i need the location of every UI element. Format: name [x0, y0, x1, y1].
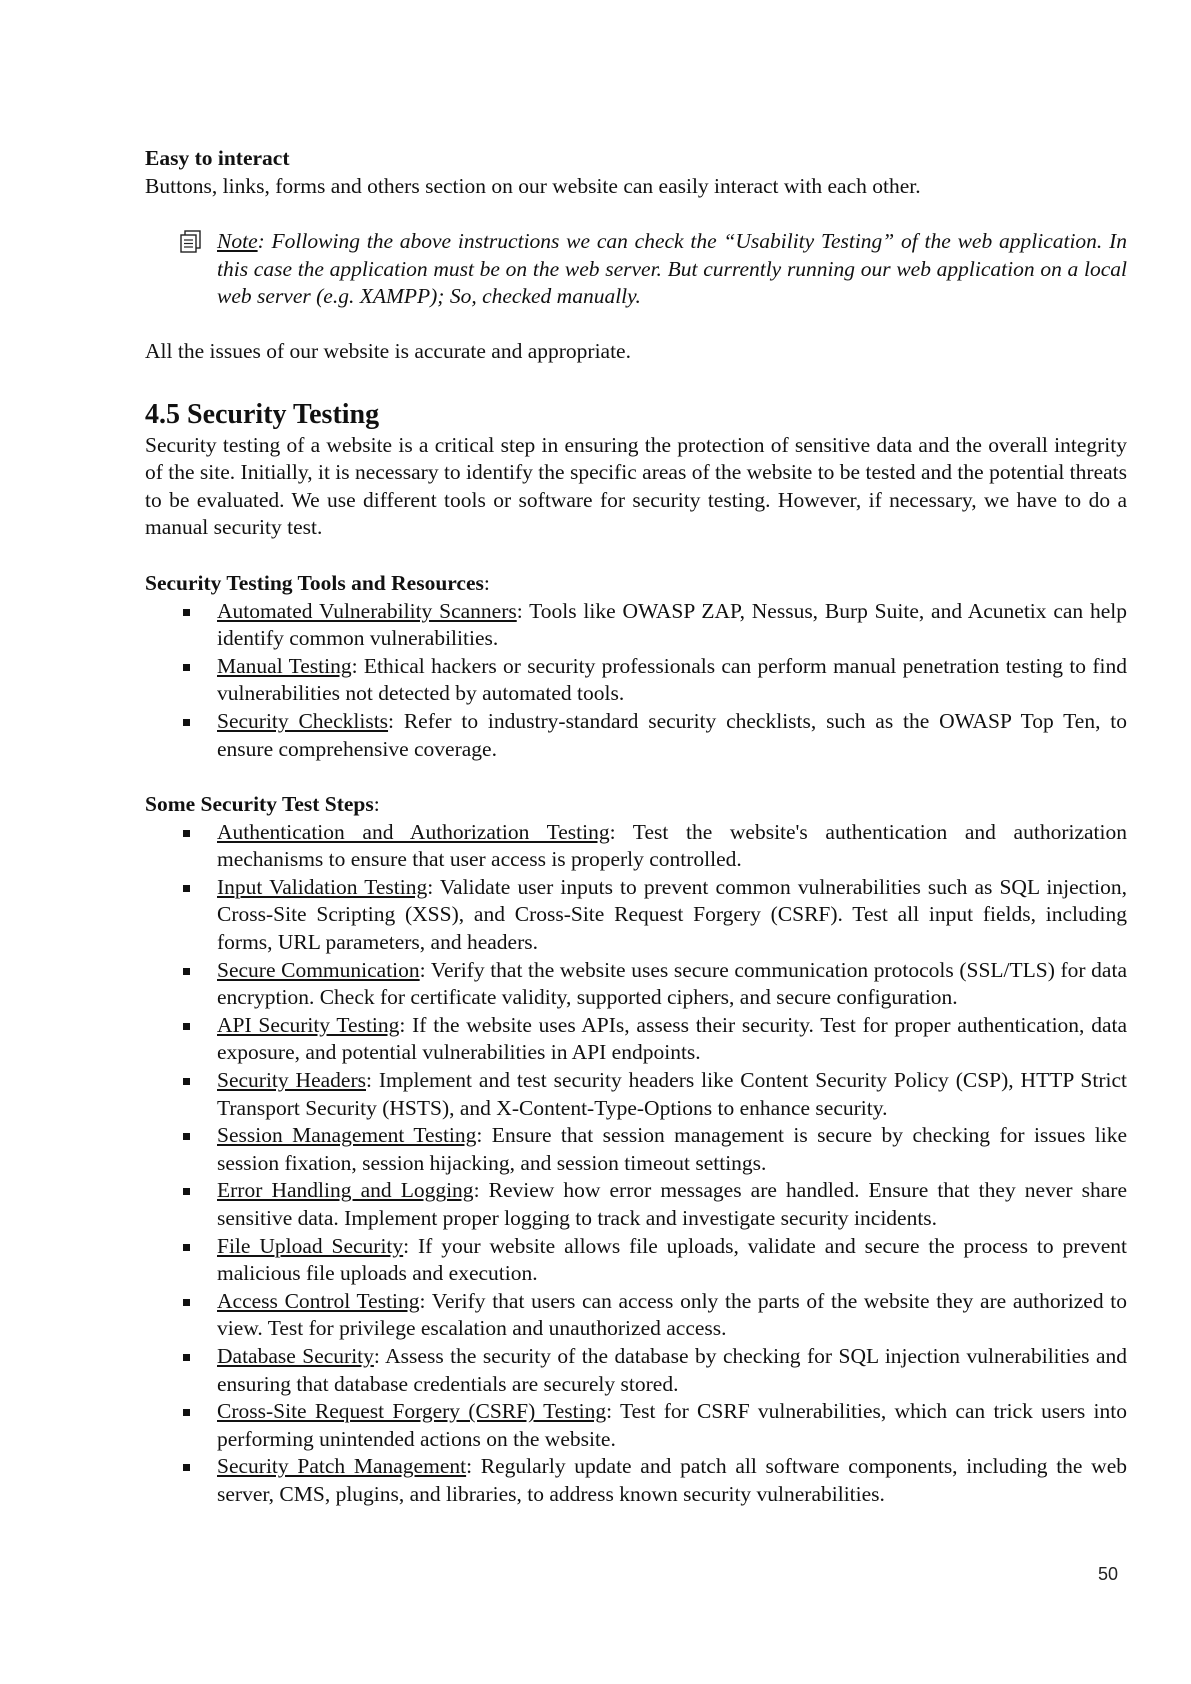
list-item-text: : Test for CSRF vulnerabilities, which can trick users into performing unintended actions on the website.	[217, 1399, 1128, 1451]
list-item-text: : Assess the security of the database by checking for SQL injection vulnerabilities and ensuring that database credentials are securely stored.	[217, 1343, 1128, 1396]
list-item-term: Database Security	[217, 1343, 374, 1368]
list-item-term: Cross-Site Request Forgery (CSRF) Testing	[217, 1399, 607, 1424]
steps-heading-line	[145, 791, 1127, 819]
list-item-term: Automated Vulnerability Scanners	[217, 598, 517, 623]
list-item	[145, 1453, 1127, 1508]
list-item-text: : Refer to industry-standard security checklists, such as the OWASP Top Ten, to ensure comprehensive coverage.	[217, 708, 1127, 761]
list-item-term: Manual Testing	[217, 653, 352, 678]
bullet-marker	[183, 968, 190, 975]
easy-interact-text: Buttons, links, forms and others section on our website can easily interact with each other.	[145, 173, 921, 198]
bullet-marker	[183, 1464, 190, 1471]
list-item	[145, 1177, 1127, 1232]
list-item	[145, 1398, 1127, 1453]
bullet-marker	[183, 664, 190, 671]
issues-text: All the issues of our website is accurate and appropriate.	[145, 338, 631, 363]
list-item-term: Security Headers	[217, 1068, 366, 1093]
list-item-text: : Tools like OWASP ZAP, Nessus, Burp Suite, and Acunetix can help identify common vulnerabilities.	[217, 598, 1128, 651]
bullet-marker	[183, 1244, 190, 1251]
list-item-text: : Ensure that session management is secure by checking for issues like session fixation, session hijacking, and session timeout settings.	[217, 1123, 1127, 1175]
list-item-term: Authentication and Authorization Testing	[217, 819, 610, 844]
list-item	[145, 1122, 1127, 1177]
list-item-term: File Upload Security	[217, 1233, 404, 1258]
list-item-text: : Ethical hackers or security professionals can perform manual penetration testing to find vulnerabilities not detected by automated tools.	[217, 653, 1127, 706]
list-item	[145, 598, 1127, 653]
list-item-term: API Security Testing	[217, 1012, 400, 1037]
list-item	[145, 708, 1127, 763]
bullet-marker	[183, 1354, 190, 1361]
bullet-marker	[183, 1409, 190, 1416]
list-item	[145, 874, 1127, 957]
bullet-marker	[183, 719, 190, 726]
list-item-text: : Verify that the website uses secure communication protocols (SSL/TLS) for data encryption. Check for certificate validity, supported ciphers, and secure configuration.	[217, 957, 1127, 1010]
bullet-marker	[183, 1023, 190, 1030]
tools-heading: Security Testing Tools and Resources	[145, 570, 484, 595]
bullet-marker	[183, 1188, 190, 1195]
bullet-marker	[183, 1078, 190, 1085]
steps-heading: Some Security Test Steps	[145, 792, 374, 817]
list-item-text: : If your website allows file uploads, validate and secure the process to prevent malicious file uploads and execution.	[217, 1233, 1127, 1286]
document-page	[145, 145, 1127, 1509]
bullet-marker	[183, 830, 190, 837]
list-item-term: Access Control Testing	[217, 1288, 420, 1313]
list-item-term: Security Checklists	[217, 708, 389, 733]
list-item-text: : Regularly update and patch all software components, including the web server, CMS, plugins, and libraries, to address known security vulnerabilities.	[217, 1454, 1128, 1506]
list-item	[145, 819, 1127, 874]
list-item	[145, 1067, 1127, 1122]
list-item-term: Input Validation Testing	[217, 874, 428, 899]
note-block	[145, 228, 1127, 311]
bullet-marker	[183, 885, 190, 892]
tools-heading-line	[145, 570, 1127, 598]
list-item-text: : If the website uses APIs, assess their security. Test for proper authentication, data exposure, and potential vulnerabilities in API endpoints.	[217, 1012, 1127, 1065]
steps-heading-colon: :	[373, 792, 380, 817]
list-item-text: : Test the website's authentication and authorization mechanisms to ensure that user access is properly controlled.	[217, 819, 1127, 872]
list-item-text: : Review how error messages are handled. Ensure that they never share sensitive data. Implement proper logging to track and investigate security incidents.	[217, 1178, 1127, 1230]
list-item-text: : Verify that users can access only the parts of the website they are authorized to view. Test for privilege escalation and unauthorized access.	[217, 1288, 1127, 1341]
list-item-term: Error Handling and Logging	[217, 1178, 474, 1203]
section-intro: Security testing of a website is a critical step in ensuring the protection of sensitive data and the overall integrity of the site. Initially, it is necessary to identify the specific areas of the website to be tested and the potential threats to be evaluated. We use different tools or software for security testing. However, if necessary, we have to do a manual security test.	[145, 432, 1127, 540]
page-number: 50	[1098, 1564, 1119, 1584]
section-title: 4.5 Security Testing	[145, 398, 380, 430]
list-item-text: : Validate user inputs to prevent common vulnerabilities such as SQL injection, Cross-Site Scripting (XSS), and Cross-Site Request Forgery (CSRF). Test all input fields, including forms, URL parameters, and headers.	[217, 874, 1127, 955]
list-item-term: Secure Communication	[217, 957, 420, 982]
bullet-marker	[183, 609, 190, 616]
bullet-marker	[183, 1299, 190, 1306]
list-item	[145, 957, 1127, 1012]
list-item	[145, 1012, 1127, 1067]
list-item	[145, 1233, 1127, 1288]
tools-heading-colon: :	[483, 570, 490, 595]
list-item	[145, 653, 1127, 708]
notepad-icon	[180, 230, 202, 254]
list-item-term: Security Patch Management	[217, 1454, 467, 1479]
list-item	[145, 1343, 1127, 1398]
tools-list	[145, 598, 1127, 764]
list-item-term: Session Management Testing	[217, 1123, 477, 1148]
note-text: : Following the above instructions we can check the “Usability Testing” of the web application. In this case the application must be on the web server. But currently running our web application on a local web server (e.g. XAMPP); So, checked manually.	[217, 229, 1127, 309]
list-item	[145, 1288, 1127, 1343]
steps-list	[145, 819, 1127, 1509]
list-item-text: : Implement and test security headers like Content Security Policy (CSP), HTTP Strict Transport Security (HSTS), and X-Content-Type-Options to enhance security.	[217, 1068, 1127, 1120]
note-label: Note	[217, 229, 258, 254]
bullet-marker	[183, 1133, 190, 1140]
easy-interact-heading: Easy to interact	[145, 146, 290, 170]
